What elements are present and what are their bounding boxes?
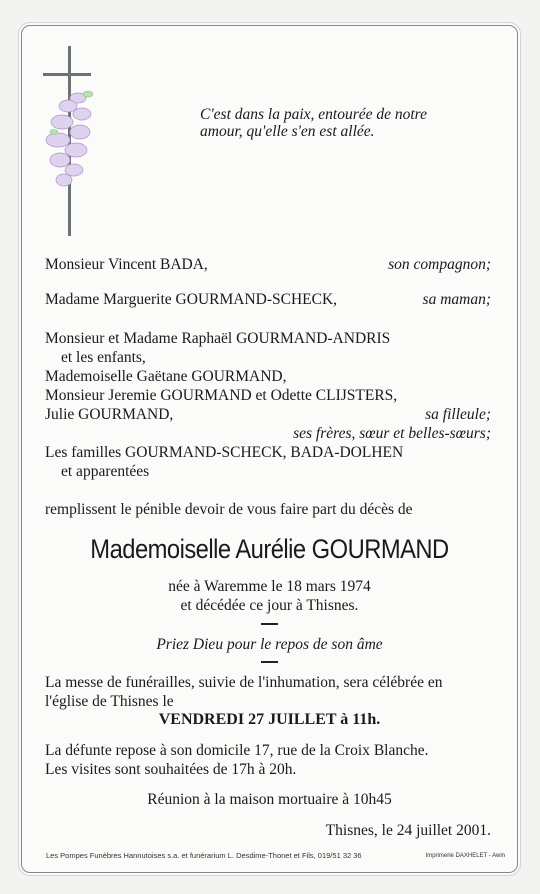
divider xyxy=(261,661,278,663)
family-line: Mademoiselle Gaëtane GOURMAND, xyxy=(45,368,287,385)
quote-line-2: amour, qu'elle s'en est allée. xyxy=(200,123,375,140)
funeral-date: VENDREDI 27 JUILLET à 11h. xyxy=(158,711,381,728)
family-relation: sa filleule; xyxy=(425,406,491,423)
visits-line: Les visites sont souhaitées de 17h à 20h. xyxy=(45,761,297,778)
quote-line-1: C'est dans la paix, entourée de notre xyxy=(200,106,428,123)
death-info: et décédée ce jour à Thisnes. xyxy=(180,597,359,614)
dateline: Thisnes, le 24 juillet 2001. xyxy=(325,822,491,839)
announcement: remplissent le pénible devoir de vous faire part du décès de xyxy=(45,501,413,518)
mourner-name: Monsieur Vincent BADA, xyxy=(45,256,208,273)
prayer: Priez Dieu pour le repos de son âme xyxy=(156,636,383,653)
family-line: et apparentées xyxy=(61,463,150,480)
cross-arm xyxy=(43,73,91,76)
funeral-line: La messe de funérailles, suivie de l'inhumation, sera célébrée en xyxy=(45,674,443,691)
mourner-relation: sa maman; xyxy=(422,291,491,308)
mourner-relation: son compagnon; xyxy=(388,256,491,273)
family-line: Monsieur Jeremie GOURMAND et Odette CLIJSTERS, xyxy=(45,387,398,404)
family-line: Les familles GOURMAND-SCHECK, BADA-DOLHEN xyxy=(45,444,404,461)
birth-info: née à Waremme le 18 mars 1974 xyxy=(168,578,371,595)
family-line: Monsieur et Madame Raphaël GOURMAND-ANDRIS xyxy=(45,330,391,347)
death-notice-card xyxy=(21,25,518,873)
family-line: Julie GOURMAND, xyxy=(45,406,174,423)
family-line: et les enfants, xyxy=(61,349,146,366)
funeral-line: l'église de Thisnes le xyxy=(45,693,174,710)
deceased-name: Mademoiselle Aurélie GOURMAND xyxy=(90,534,449,564)
funeral-home-credit: Les Pompes Funèbres Hannutoises s.a. et funérarium L. Desdime-Thonet et Fils, 019/51 32 36 xyxy=(46,851,362,860)
mourner-name: Madame Marguerite GOURMAND-SCHECK, xyxy=(45,291,338,308)
siblings-relation: ses frères, sœur et belles-sœurs; xyxy=(293,425,491,442)
printer-credit: Imprimerie DAXHELET - Awin xyxy=(425,853,505,859)
reunion: Réunion à la maison mortuaire à 10h45 xyxy=(147,791,392,808)
flower-icon xyxy=(30,88,100,208)
visits-line: La défunte repose à son domicile 17, rue de la Croix Blanche. xyxy=(45,742,429,759)
divider xyxy=(261,623,278,625)
